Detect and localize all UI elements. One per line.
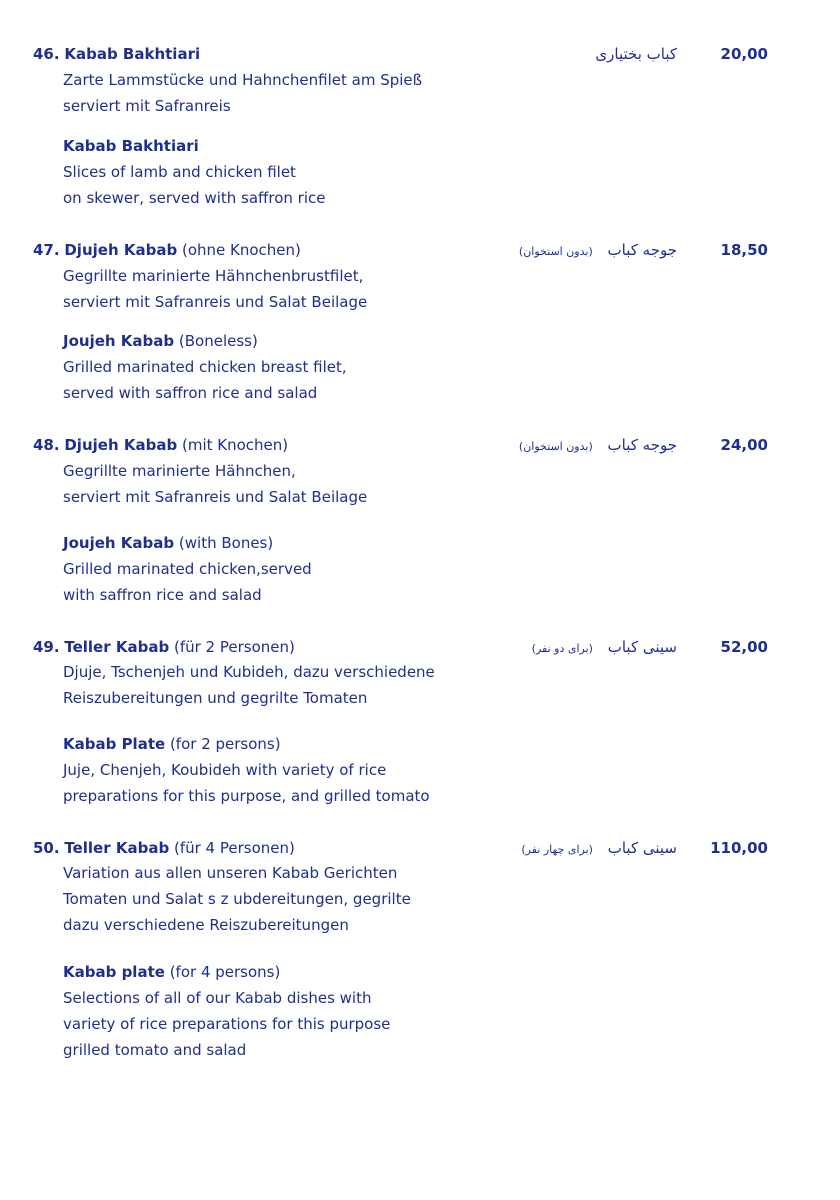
item-name-fa-text: سینی کباب (607, 839, 677, 857)
desc-line: Tomaten und Salat s z ubdereitungen, gegrilte (63, 890, 411, 908)
item-price: 24,00 (720, 436, 768, 454)
item-name-fa (532, 637, 677, 659)
item-number: 50. (33, 839, 60, 857)
desc-line: served with saffron rice and salad (63, 384, 318, 402)
item-name-fa (595, 44, 677, 64)
item-price: 110,00 (710, 839, 768, 857)
item-desc-en (63, 159, 326, 211)
item-name-de: Kabab Bakhtiari (64, 45, 201, 63)
item-price: 18,50 (720, 241, 768, 259)
desc-line: serviert mit Safranreis (63, 97, 231, 115)
item-price: 52,00 (720, 638, 768, 656)
item-title-en (63, 962, 280, 982)
item-desc-en (63, 985, 390, 1063)
desc-line: serviert mit Safranreis und Salat Beilage (63, 488, 368, 506)
item-qualifier-en: (Boneless) (178, 332, 258, 350)
desc-line: Gegrillte marinierte Hähnchen, (63, 462, 296, 480)
item-name-fa (521, 838, 677, 860)
desc-line: grilled tomato and salad (63, 1041, 247, 1059)
desc-line: Variation aus allen unseren Kabab Gerichten (63, 864, 398, 882)
item-qualifier-en: (for 2 persons) (169, 735, 281, 753)
desc-line: dazu verschiedene Reiszubereitungen (63, 916, 349, 934)
item-name-fa-text: کباب بختیاری (595, 45, 677, 63)
desc-line: variety of rice preparations for this purpose (63, 1015, 391, 1033)
item-qualifier-fa: (بدون استخوان) (518, 245, 593, 258)
item-title (33, 838, 295, 858)
item-qualifier-fa: (بدون استخوان) (518, 440, 593, 453)
item-desc-de (63, 860, 411, 938)
item-name-en: Kabab Plate (63, 735, 166, 753)
item-title-en (63, 734, 281, 754)
desc-line: Slices of lamb and chicken filet (63, 163, 296, 181)
item-title (33, 637, 295, 657)
item-qualifier-fa: (برای دو نفر) (531, 642, 593, 655)
item-number: 46. (33, 45, 60, 63)
item-qualifier-en: (with Bones) (178, 534, 274, 552)
item-name-fa (519, 240, 677, 262)
item-number: 47. (33, 241, 60, 259)
item-desc-de (63, 67, 422, 119)
desc-line: with saffron rice and salad (63, 586, 262, 604)
item-name-de: Teller Kabab (64, 839, 170, 857)
item-qualifier-en: (for 4 persons) (169, 963, 281, 981)
item-number: 48. (33, 436, 60, 454)
item-desc-de (63, 458, 367, 510)
item-desc-en (63, 757, 430, 809)
desc-line: Reiszubereitungen und gegrilte Tomaten (63, 689, 368, 707)
desc-line: on skewer, served with saffron rice (63, 189, 326, 207)
item-desc-en (63, 556, 312, 608)
item-name-fa-text: سینی کباب (607, 638, 677, 656)
item-title-en (63, 136, 199, 156)
desc-line: Grilled marinated chicken,served (63, 560, 312, 578)
item-name-en: Joujeh Kabab (63, 534, 175, 552)
desc-line: Gegrillte marinierte Hähnchenbrustfilet, (63, 267, 364, 285)
desc-line: Zarte Lammstücke und Hahnchenfilet am Spieß (63, 71, 423, 89)
item-title-en (63, 331, 258, 351)
item-name-fa (519, 435, 677, 457)
item-name-en: Kabab Bakhtiari (63, 137, 199, 155)
item-desc-de (63, 659, 435, 711)
item-name-de: Djujeh Kabab (64, 436, 178, 454)
item-qualifier-de: (mit Knochen) (181, 436, 289, 454)
item-qualifier-de: (für 4 Personen) (173, 839, 295, 857)
item-name-fa-text: جوجه کباب (607, 241, 677, 259)
item-name-fa-text: جوجه کباب (607, 436, 677, 454)
desc-line: Juje, Chenjeh, Koubideh with variety of rice (63, 761, 387, 779)
item-name-de: Djujeh Kabab (64, 241, 178, 259)
item-qualifier-de: (ohne Knochen) (181, 241, 301, 259)
desc-line: Djuje, Tschenjeh und Kubideh, dazu verschiedene (63, 663, 435, 681)
item-desc-en (63, 354, 347, 406)
item-name-en: Kabab plate (63, 963, 165, 981)
item-name-de: Teller Kabab (64, 638, 170, 656)
item-price: 20,00 (720, 45, 768, 63)
desc-line: Grilled marinated chicken breast filet, (63, 358, 347, 376)
item-qualifier-fa: (برای چهار نفر) (521, 843, 593, 856)
item-title-en (63, 533, 273, 553)
desc-line: preparations for this purpose, and grilled tomato (63, 787, 430, 805)
item-desc-de (63, 263, 367, 315)
item-number: 49. (33, 638, 60, 656)
item-title (33, 435, 288, 455)
item-title (33, 44, 200, 64)
desc-line: serviert mit Safranreis und Salat Beilage (63, 293, 368, 311)
item-name-en: Joujeh Kabab (63, 332, 175, 350)
desc-line: Selections of all of our Kabab dishes with (63, 989, 372, 1007)
item-qualifier-de: (für 2 Personen) (173, 638, 295, 656)
item-title (33, 240, 301, 260)
